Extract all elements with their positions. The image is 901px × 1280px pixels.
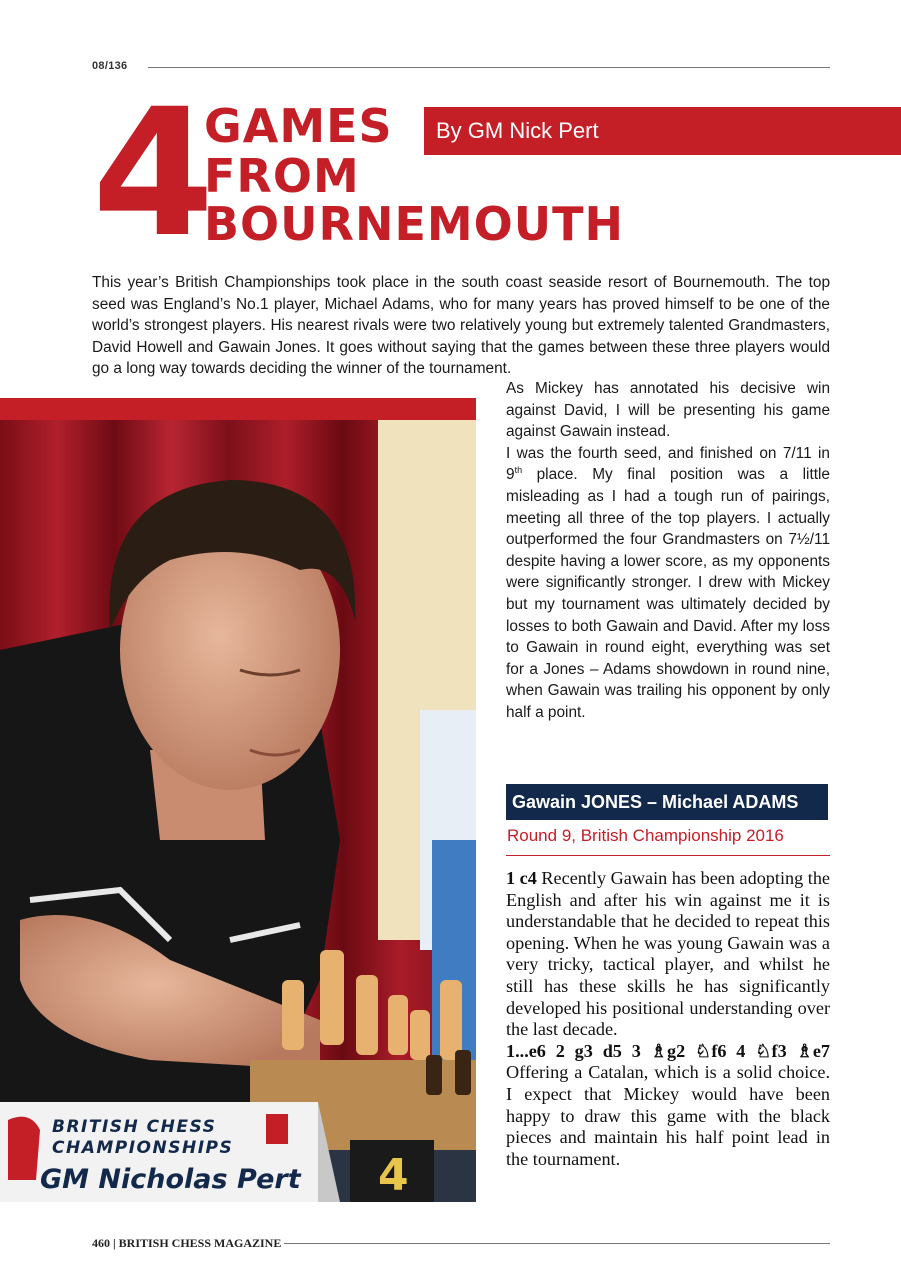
right-column: [506, 378, 830, 724]
column-paragraph-1: As Mickey has annotated his decisive win against David, I will be presenting his game against Gawain instead.: [506, 380, 830, 441]
header-rule: [148, 67, 830, 68]
title-line-3: BOURNEMOUTH: [204, 197, 624, 251]
title-line-1: GAMES: [204, 99, 393, 153]
column-paragraph-2-rest: place. My final position was a little misleading as I had a tough run of pairings, meeting all three of the top players. I actually outperformed the four Grandmasters on 7½/11 despite having a lower score, as my opponents were significantly stronger. I drew with Mickey but my tournament was ultimately decided by losses to both Gawain and David. After my loss to Gawain in round eight, everything was set for a Jones – Adams showdown in round nine, when Gawain was trailing his opponent by only half a point.: [506, 466, 830, 721]
banner-name: GM Nicholas Pert: [40, 1164, 301, 1195]
footer-rule: [284, 1243, 830, 1244]
game-round: Round 9, British Championship 2016: [507, 826, 784, 845]
title-line-2: FROM: [204, 149, 360, 203]
annotation-paragraph-1: [506, 868, 830, 1041]
ordinal-suffix: th: [514, 465, 523, 476]
column-paragraph-2: [506, 443, 830, 724]
title-number: 4: [92, 71, 209, 276]
annotation-text-1: Recently Gawain has been adopting the English and after his win against me it is understandable that he decided to repeat this opening. When he was young Gawain was a very tricky, tactical player, and whilst he still has these skills he has significantly developed his positional understanding over the last decade.: [506, 868, 830, 1040]
banner-line-1: BRITISH CHESS: [52, 1117, 217, 1137]
move-1: 1 c4: [506, 868, 537, 888]
footer: 460 | BRITISH CHESS MAGAZINE: [92, 1236, 282, 1250]
intro-paragraph: [92, 272, 830, 380]
byline: By GM Nick Pert: [424, 107, 901, 155]
game-heading: Gawain JONES – Michael ADAMS: [506, 784, 828, 820]
banner-line-2: CHAMPIONSHIPS: [52, 1138, 234, 1158]
annotation-text-2: Offering a Catalan, which is a solid choice. I expect that Mickey would have been happy to draw this game with the black pieces and maintain his half point lead in the tournament.: [506, 1062, 830, 1169]
page-number: 08/136: [92, 60, 128, 72]
column-paragraph-2-start: I was the fourth seed, and finished on 7/11 in 9: [506, 444, 830, 484]
round-rule: [506, 855, 830, 856]
intro-text: This year’s British Championships took place in the south coast seaside resort of Bournemouth. The top seed was England’s No.1 player, Michael Adams, who for many years has proved himself to be one of the world’s strongest players. His nearest rivals were two relatively young but extremely talented Grandmasters, David Howell and Gawain Jones. It goes without saying that the games between these three players would go a long way towards deciding the winner of the tournament.: [92, 274, 830, 378]
moves-1-4: 1...e6 2 g3 d5 3 ♗g2 ♘f6 4 ♘f3 ♗e7: [506, 1040, 830, 1061]
board-number: 4: [378, 1150, 409, 1201]
photo-top-bar: [0, 398, 476, 420]
player-photo: [0, 420, 476, 1202]
game-annotation: [506, 868, 830, 1170]
annotation-paragraph-2: [506, 1041, 830, 1171]
